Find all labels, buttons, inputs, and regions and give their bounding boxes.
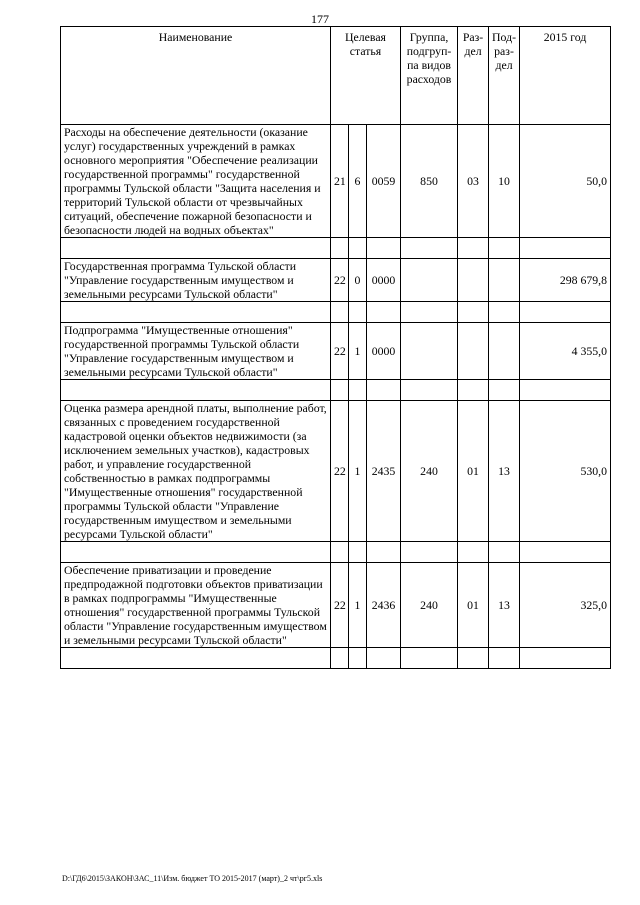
empty-cell bbox=[489, 380, 520, 401]
empty-cell bbox=[458, 542, 489, 563]
cell-amount: 298 679,8 bbox=[520, 259, 611, 302]
empty-cell bbox=[458, 648, 489, 669]
cell-group: 240 bbox=[401, 563, 458, 648]
cell-section bbox=[458, 323, 489, 380]
cell-section: 01 bbox=[458, 401, 489, 542]
empty-cell bbox=[367, 648, 401, 669]
header-subsection: Под-раз-дел bbox=[489, 27, 520, 125]
cell-subsection: 10 bbox=[489, 125, 520, 238]
empty-cell bbox=[61, 648, 331, 669]
empty-cell bbox=[520, 542, 611, 563]
empty-cell bbox=[401, 542, 458, 563]
cell-group bbox=[401, 323, 458, 380]
cell-code3: 2435 bbox=[367, 401, 401, 542]
cell-subsection bbox=[489, 323, 520, 380]
empty-cell bbox=[331, 542, 349, 563]
header-section: Раз-дел bbox=[458, 27, 489, 125]
empty-cell bbox=[520, 302, 611, 323]
empty-cell bbox=[61, 380, 331, 401]
empty-cell bbox=[489, 238, 520, 259]
cell-name: Оценка размера арендной платы, выполнение работ, связанных с проведением государственной кадастровой оценки объектов недвижимости (за исключением земельных участков), кадастровых работ, и управление государственной собственностью в рамках подпрограммы "Имущественные отношения" государственной программы Тульской области "Управление государственным имуществом и земельными ресурсами Тульской области" bbox=[61, 401, 331, 542]
cell-code2: 1 bbox=[349, 563, 367, 648]
empty-cell bbox=[367, 238, 401, 259]
cell-code1: 22 bbox=[331, 323, 349, 380]
empty-cell bbox=[367, 542, 401, 563]
file-path-footer: D:\ГД6\2015\ЗАКОН\ЗАС_11\Изм. бюджет ТО 2015-2017 (март)_2 чт\рг5.xls bbox=[62, 874, 323, 883]
cell-subsection bbox=[489, 259, 520, 302]
empty-cell bbox=[349, 648, 367, 669]
spacer-row bbox=[61, 648, 611, 669]
spacer-row bbox=[61, 302, 611, 323]
cell-code3: 0000 bbox=[367, 323, 401, 380]
cell-amount: 4 355,0 bbox=[520, 323, 611, 380]
cell-amount: 50,0 bbox=[520, 125, 611, 238]
empty-cell bbox=[331, 380, 349, 401]
empty-cell bbox=[331, 302, 349, 323]
empty-cell bbox=[401, 380, 458, 401]
empty-cell bbox=[61, 302, 331, 323]
empty-cell bbox=[331, 238, 349, 259]
cell-code2: 6 bbox=[349, 125, 367, 238]
empty-cell bbox=[367, 302, 401, 323]
table-row bbox=[61, 125, 611, 238]
spacer-row bbox=[61, 238, 611, 259]
header-target-article: Целевая статья bbox=[331, 27, 401, 125]
empty-cell bbox=[458, 380, 489, 401]
empty-cell bbox=[349, 380, 367, 401]
empty-cell bbox=[401, 648, 458, 669]
empty-cell bbox=[349, 542, 367, 563]
cell-code3: 2436 bbox=[367, 563, 401, 648]
cell-group: 240 bbox=[401, 401, 458, 542]
cell-section: 03 bbox=[458, 125, 489, 238]
cell-name: Подпрограмма "Имущественные отношения" государственной программы Тульской области "Управление государственным имуществом и земельными ресурсами Тульской области" bbox=[61, 323, 331, 380]
cell-code1: 22 bbox=[331, 401, 349, 542]
cell-name: Обеспечение приватизации и проведение предпродажной подготовки объектов приватизации в рамках подпрограммы "Имущественные отношения" государственной программы Тульской области "Управление государственным имуществом и земельными ресурсами Тульской области" bbox=[61, 563, 331, 648]
table-row bbox=[61, 259, 611, 302]
empty-cell bbox=[349, 238, 367, 259]
empty-cell bbox=[401, 238, 458, 259]
cell-subsection: 13 bbox=[489, 401, 520, 542]
header-year: 2015 год bbox=[520, 27, 611, 125]
cell-section: 01 bbox=[458, 563, 489, 648]
cell-code1: 22 bbox=[331, 563, 349, 648]
empty-cell bbox=[520, 648, 611, 669]
cell-code3: 0059 bbox=[367, 125, 401, 238]
cell-name: Расходы на обеспечение деятельности (оказание услуг) государственных учреждений в рамках основного мероприятия "Обеспечение реализации государственной программы" государственной программы Тульской области "Защита населения и территорий Тульской области от чрезвычайных ситуаций, обеспечение пожарной безопасности и безопасности людей на водных объектах" bbox=[61, 125, 331, 238]
empty-cell bbox=[489, 302, 520, 323]
spacer-row bbox=[61, 380, 611, 401]
table-row bbox=[61, 563, 611, 648]
cell-code2: 1 bbox=[349, 401, 367, 542]
empty-cell bbox=[458, 238, 489, 259]
empty-cell bbox=[331, 648, 349, 669]
table-row bbox=[61, 401, 611, 542]
spacer-row bbox=[61, 542, 611, 563]
cell-name: Государственная программа Тульской области "Управление государственным имуществом и земельными ресурсами Тульской области" bbox=[61, 259, 331, 302]
cell-section bbox=[458, 259, 489, 302]
empty-cell bbox=[61, 238, 331, 259]
empty-cell bbox=[489, 542, 520, 563]
cell-amount: 325,0 bbox=[520, 563, 611, 648]
cell-code3: 0000 bbox=[367, 259, 401, 302]
header-row bbox=[61, 27, 611, 125]
empty-cell bbox=[401, 302, 458, 323]
empty-cell bbox=[489, 648, 520, 669]
empty-cell bbox=[349, 302, 367, 323]
cell-group bbox=[401, 259, 458, 302]
table-row bbox=[61, 323, 611, 380]
empty-cell bbox=[520, 238, 611, 259]
empty-cell bbox=[61, 542, 331, 563]
empty-cell bbox=[367, 380, 401, 401]
page-number: 177 bbox=[311, 12, 329, 26]
header-name: Наименование bbox=[61, 27, 331, 125]
cell-subsection: 13 bbox=[489, 563, 520, 648]
cell-code2: 0 bbox=[349, 259, 367, 302]
cell-code1: 22 bbox=[331, 259, 349, 302]
empty-cell bbox=[458, 302, 489, 323]
header-expense-group: Группа, подгруп-па видов расходов bbox=[401, 27, 458, 125]
cell-group: 850 bbox=[401, 125, 458, 238]
cell-code1: 21 bbox=[331, 125, 349, 238]
cell-amount: 530,0 bbox=[520, 401, 611, 542]
cell-code2: 1 bbox=[349, 323, 367, 380]
empty-cell bbox=[520, 380, 611, 401]
budget-table bbox=[60, 26, 611, 669]
